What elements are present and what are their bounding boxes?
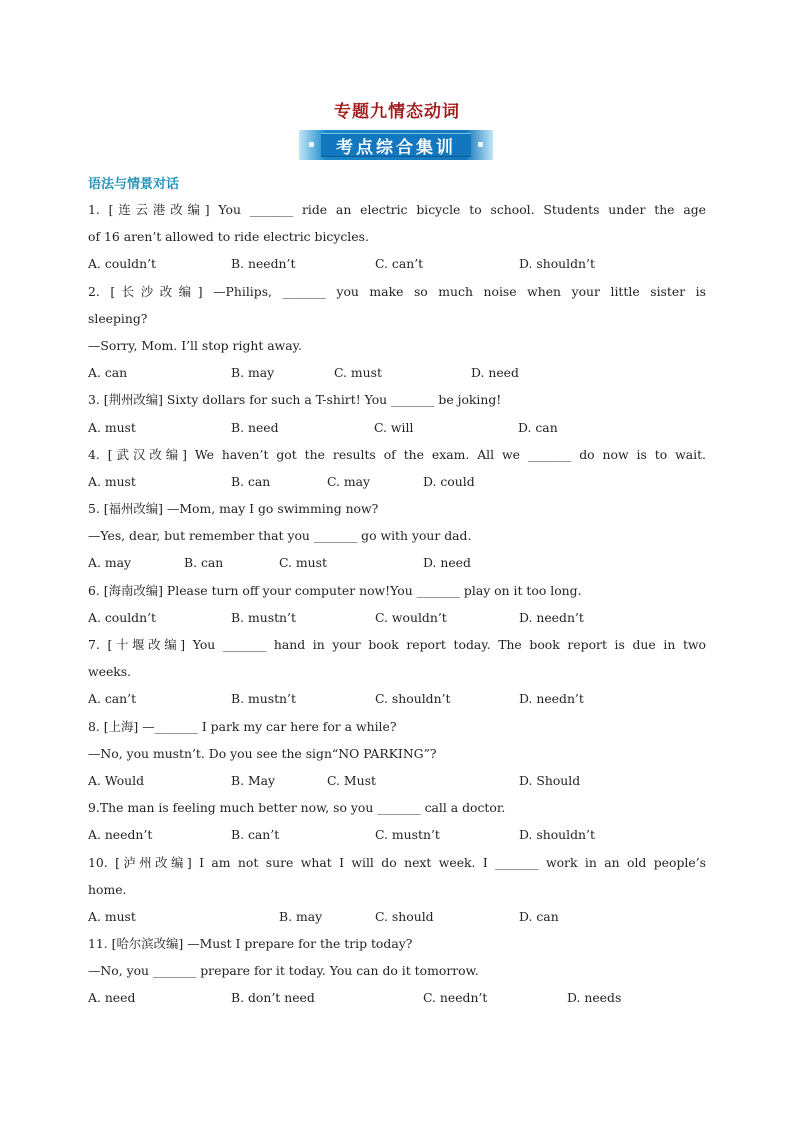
- question-2-options: [88, 359, 706, 386]
- option-c[interactable]: C. needn’t: [423, 990, 488, 1006]
- option-d[interactable]: D. needn’t: [519, 691, 584, 707]
- option-a[interactable]: A. must: [88, 908, 136, 924]
- option-a[interactable]: A. can: [88, 365, 128, 381]
- question-4-options: [88, 468, 706, 495]
- question-2-line-3: —Sorry, Mom. I’ll stop right away.: [88, 337, 302, 353]
- question-8-options: [88, 767, 706, 794]
- option-b[interactable]: B. can: [184, 555, 224, 571]
- question-1-options: [88, 250, 706, 277]
- question-6-line-1: 6. [海南改编] Please turn off your computer now!You _______ play on it too long.: [88, 582, 582, 598]
- option-c[interactable]: C. Must: [327, 772, 376, 788]
- question-6-options: [88, 604, 706, 631]
- option-b[interactable]: B. needn’t: [231, 256, 296, 272]
- question-4-line-1: 4. [武汉改编] We haven’t got the results of the exam. All we _______ do now is to wait.: [88, 446, 706, 462]
- option-d[interactable]: D. Should: [519, 772, 581, 788]
- option-d[interactable]: D. can: [518, 419, 558, 435]
- option-a[interactable]: A. can’t: [88, 691, 137, 707]
- question-7-options: [88, 685, 706, 712]
- option-c[interactable]: C. shouldn’t: [375, 691, 451, 707]
- question-11-line-2: —No, you _______ prepare for it today. You can do it tomorrow.: [88, 963, 479, 979]
- question-2-line-1: 2. [长沙改编] —Philips, _______ you make so much noise when your little sister is: [88, 283, 706, 299]
- question-5-line-1: 5. [福州改编] —Mom, may I go swimming now?: [88, 501, 379, 517]
- option-a[interactable]: A. must: [88, 419, 136, 435]
- banner-right-dot: [478, 142, 483, 147]
- option-c[interactable]: C. should: [375, 908, 434, 924]
- question-3-options: [88, 414, 706, 441]
- option-a[interactable]: A. Would: [88, 772, 145, 788]
- section-heading: 语法与情景对话: [88, 177, 180, 192]
- question-9-options: [88, 821, 706, 848]
- option-b[interactable]: B. may: [279, 908, 323, 924]
- option-c[interactable]: C. wouldn’t: [375, 609, 447, 625]
- question-7-line-1: 7. [十堰改编] You _______ hand in your book report today. The book report is due in two: [88, 637, 706, 652]
- option-b[interactable]: B. need: [231, 419, 279, 435]
- option-a[interactable]: A. needn’t: [88, 827, 153, 843]
- banner-left-dot: [309, 142, 314, 147]
- option-a[interactable]: A. must: [88, 473, 136, 489]
- option-d[interactable]: D. need: [471, 365, 519, 381]
- question-8-line-2: —No, you mustn’t. Do you see the sign“NO PARKING”?: [88, 745, 437, 761]
- option-b[interactable]: B. can’t: [231, 827, 280, 843]
- question-10-line-2: home.: [88, 881, 127, 897]
- question-1-line-2: of 16 aren’t allowed to ride electric bicycles.: [88, 229, 369, 245]
- option-d[interactable]: D. could: [423, 473, 475, 489]
- question-8-line-1: 8. [上海] —_______ I park my car here for a while?: [88, 718, 397, 734]
- question-7-line-2: weeks.: [88, 664, 132, 680]
- section-banner: [299, 130, 493, 160]
- option-b[interactable]: B. don’t need: [231, 990, 315, 1006]
- option-b[interactable]: B. May: [231, 772, 276, 788]
- option-b[interactable]: B. mustn’t: [231, 691, 296, 707]
- option-b[interactable]: B. may: [231, 365, 275, 381]
- option-d[interactable]: D. need: [423, 555, 471, 571]
- option-a[interactable]: A. couldn’t: [88, 256, 156, 272]
- option-c[interactable]: C. must: [279, 555, 327, 571]
- option-b[interactable]: B. can: [231, 473, 271, 489]
- option-c[interactable]: C. mustn’t: [375, 827, 440, 843]
- option-d[interactable]: D. shouldn’t: [519, 256, 595, 272]
- option-c[interactable]: C. will: [374, 419, 414, 435]
- option-a[interactable]: A. need: [88, 990, 136, 1006]
- banner-label: 考点综合集训: [321, 133, 471, 157]
- question-2-line-2: sleeping?: [88, 310, 148, 326]
- option-a[interactable]: A. may: [88, 555, 131, 571]
- question-1-line-1: 1. [连云港改编] You _______ ride an electric bicycle to school. Students under the age: [88, 202, 706, 217]
- option-d[interactable]: D. can: [519, 908, 559, 924]
- option-d[interactable]: D. needs: [567, 990, 622, 1006]
- question-11-line-1: 11. [哈尔滨改编] —Must I prepare for the trip today?: [88, 936, 413, 952]
- question-list: [88, 196, 706, 1012]
- page-title: 专题九情态动词: [334, 102, 460, 122]
- option-c[interactable]: C. may: [327, 473, 371, 489]
- option-b[interactable]: B. mustn’t: [231, 609, 296, 625]
- option-d[interactable]: D. shouldn’t: [519, 827, 595, 843]
- option-d[interactable]: D. needn’t: [519, 609, 584, 625]
- option-c[interactable]: C. can’t: [375, 256, 424, 272]
- question-3-line-1: 3. [荆州改编] Sixty dollars for such a T-shirt! You _______ be joking!: [88, 392, 502, 408]
- question-11-options: [88, 984, 706, 1011]
- question-5-options: [88, 549, 706, 576]
- question-10-options: [88, 903, 706, 930]
- question-5-line-2: —Yes, dear, but remember that you _______ go with your dad.: [88, 528, 472, 544]
- option-c[interactable]: C. must: [334, 365, 382, 381]
- option-a[interactable]: A. couldn’t: [88, 609, 156, 625]
- question-9-line-1: 9.The man is feeling much better now, so you _______ call a doctor.: [88, 800, 506, 816]
- question-10-line-1: 10. [泸州改编] I am not sure what I will do next week. I _______ work in an old people’s: [88, 854, 706, 870]
